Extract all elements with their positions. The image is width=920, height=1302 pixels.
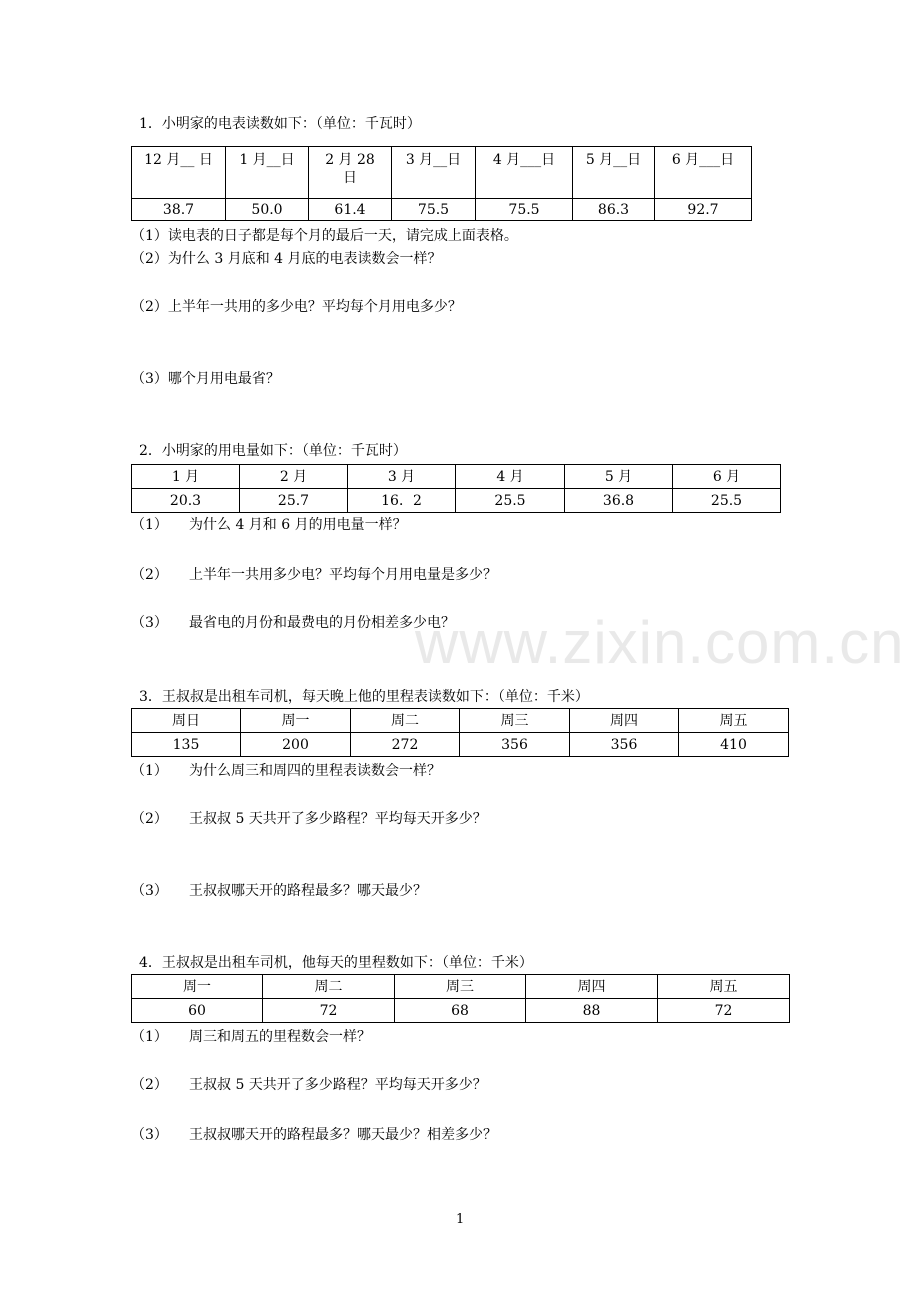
page-number: 1 — [456, 1212, 465, 1227]
table-cell: 25.5 — [456, 489, 565, 513]
table-cell: 86.3 — [573, 199, 655, 221]
table-cell-editable[interactable]: 6 月___日 — [655, 147, 752, 199]
table-header-row — [132, 709, 789, 733]
table-cell: 2 月 — [240, 465, 348, 489]
question-body: 为什么 4 月和 6 月的用电量一样？ — [189, 517, 407, 533]
table-cell-editable[interactable]: 4 月___日 — [476, 147, 573, 199]
table-cell: 3 月 — [348, 465, 456, 489]
question-text — [131, 810, 487, 828]
table-cell-editable[interactable]: 3 月__日 — [392, 147, 476, 199]
table-value-row — [132, 999, 790, 1023]
question-number: （3） — [131, 615, 168, 631]
table-header-row — [132, 465, 781, 489]
table-cell: 72 — [263, 999, 395, 1023]
table-cell: 20.3 — [132, 489, 240, 513]
table-cell: 356 — [460, 733, 570, 757]
table-cell: 75.5 — [392, 199, 476, 221]
table-value-row — [132, 199, 752, 221]
table-cell: 5 月 — [565, 465, 673, 489]
question-text: （2）为什么 3 月底和 4 月底的电表读数会一样？ — [131, 251, 442, 267]
section3-title: 3．王叔叔是出租车司机，每天晚上他的里程表读数如下：（单位：千米） — [139, 689, 589, 705]
table-value-row — [132, 733, 789, 757]
question-number: （2） — [131, 811, 168, 827]
table-cell: 6 月 — [673, 465, 781, 489]
section2-table — [131, 464, 781, 513]
question-number: （2） — [131, 1077, 168, 1093]
question-number: （1） — [131, 517, 168, 533]
section2-title: 2．小明家的用电量如下：（单位：千瓦时） — [139, 443, 407, 459]
table-cell: 周二 — [351, 709, 460, 733]
table-cell: 200 — [241, 733, 351, 757]
table-cell: 60 — [132, 999, 263, 1023]
question-text — [131, 1126, 497, 1144]
question-body: 王叔叔哪天开的路程最多？哪天最少？相差多少？ — [189, 1127, 497, 1143]
table-cell: 周四 — [526, 975, 658, 999]
question-text — [131, 882, 427, 900]
question-body: 为什么周三和周四的里程表读数会一样？ — [189, 763, 441, 779]
table-cell: 周一 — [241, 709, 351, 733]
table-cell: 周二 — [263, 975, 395, 999]
table-cell: 272 — [351, 733, 460, 757]
question-text: （1）读电表的日子都是每个月的最后一天，请完成上面表格。 — [131, 228, 518, 244]
question-text: （2）上半年一共用的多少电？平均每个月用电多少？ — [131, 299, 462, 315]
table-cell: 92.7 — [655, 199, 752, 221]
question-body: 王叔叔 5 天共开了多少路程？平均每天开多少？ — [189, 1077, 487, 1093]
table-cell: 周四 — [570, 709, 679, 733]
question-text — [131, 1076, 487, 1094]
table-cell: 1 月 — [132, 465, 240, 489]
table-cell-editable[interactable]: 12 月__ 日 — [132, 147, 226, 199]
question-text — [131, 516, 407, 534]
question-text — [131, 614, 455, 632]
table-cell: 50.0 — [226, 199, 309, 221]
table-value-row — [132, 489, 781, 513]
table-cell: 25.5 — [673, 489, 781, 513]
table-header-row — [132, 975, 790, 999]
table-cell: 16．2 — [348, 489, 456, 513]
table-cell-editable[interactable]: 5 月__日 — [573, 147, 655, 199]
question-text: （3）哪个月用电最省？ — [131, 371, 280, 387]
question-number: （1） — [131, 763, 168, 779]
table-cell: 周三 — [395, 975, 526, 999]
question-text — [131, 1028, 371, 1046]
table-cell: 88 — [526, 999, 658, 1023]
question-number: （3） — [131, 1127, 168, 1143]
table-cell: 周三 — [460, 709, 570, 733]
table-cell: 61.4 — [309, 199, 392, 221]
question-body: 王叔叔哪天开的路程最多？哪天最少？ — [189, 883, 427, 899]
question-body: 最省电的月份和最费电的月份相差多少电？ — [189, 615, 455, 631]
table-cell-editable[interactable]: 1 月__日 — [226, 147, 309, 199]
table-cell: 周五 — [658, 975, 790, 999]
table-cell: 周五 — [679, 709, 789, 733]
section3-table — [131, 708, 789, 757]
question-number: （1） — [131, 1029, 168, 1045]
table-cell: 72 — [658, 999, 790, 1023]
question-text — [131, 762, 441, 780]
table-cell: 2 月 28 日 — [309, 147, 392, 199]
table-header-row — [132, 147, 752, 199]
table-cell: 4 月 — [456, 465, 565, 489]
table-cell: 38.7 — [132, 199, 226, 221]
table-cell: 135 — [132, 733, 241, 757]
table-cell: 25.7 — [240, 489, 348, 513]
table-cell: 356 — [570, 733, 679, 757]
table-cell: 68 — [395, 999, 526, 1023]
table-cell: 36.8 — [565, 489, 673, 513]
question-number: （3） — [131, 883, 168, 899]
question-text — [131, 566, 497, 584]
question-body: 周三和周五的里程数会一样？ — [189, 1029, 371, 1045]
question-body: 王叔叔 5 天共开了多少路程？平均每天开多少？ — [189, 811, 487, 827]
watermark-text: www.zixin.com.cn — [415, 609, 905, 676]
section1-title: 1．小明家的电表读数如下：（单位：千瓦时） — [139, 116, 421, 132]
section4-table — [131, 974, 790, 1023]
section4-title: 4．王叔叔是出租车司机，他每天的里程数如下：（单位：千米） — [139, 955, 533, 971]
table-cell: 周一 — [132, 975, 263, 999]
question-number: （2） — [131, 567, 168, 583]
table-cell: 410 — [679, 733, 789, 757]
table-cell: 75.5 — [476, 199, 573, 221]
table-cell: 周日 — [132, 709, 241, 733]
section1-table — [131, 146, 752, 221]
question-body: 上半年一共用多少电？平均每个月用电量是多少？ — [189, 567, 497, 583]
